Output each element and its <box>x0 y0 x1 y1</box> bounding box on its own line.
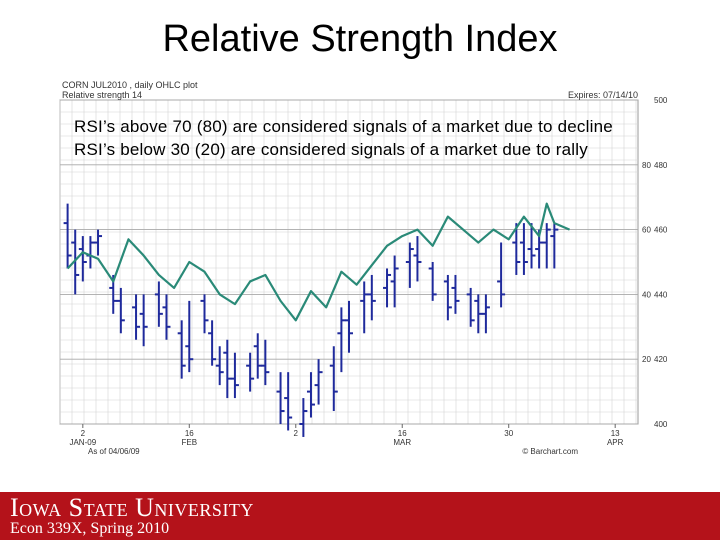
chart-header-symbol: CORN JUL2010 , daily OHLC plot <box>62 80 198 90</box>
rsi-tick-label: 60 <box>642 225 651 235</box>
as-of-label: As of 04/06/09 <box>88 447 140 454</box>
bullet-overbought: RSI’s above 70 (80) are considered signals of a market due to decline <box>74 117 613 136</box>
x-tick-day: 16 <box>184 429 194 438</box>
x-tick-day: 2 <box>80 429 86 438</box>
x-tick-month: FEB <box>181 438 198 447</box>
chart-header-indicator: Relative strength 14 <box>62 90 143 100</box>
university-logo-text: Iowa State University <box>10 493 254 522</box>
price-tick-label: 480 <box>654 160 668 170</box>
price-tick-label: 460 <box>654 225 668 235</box>
x-tick-month: MAR <box>393 438 412 447</box>
price-tick-label: 440 <box>654 290 668 300</box>
slide-title: Relative Strength Index <box>162 18 558 60</box>
bullet-oversold: RSI’s below 30 (20) are considered signals of a market due to rally <box>74 140 588 159</box>
rsi-tick-label: 40 <box>642 290 651 300</box>
bullet-list <box>74 115 634 161</box>
course-label: Econ 339X, Spring 2010 <box>10 520 170 537</box>
x-tick-day: 2 <box>293 429 298 438</box>
price-tick-label: 400 <box>654 420 668 429</box>
source-label: © Barchart.com <box>522 447 578 454</box>
x-tick-month: JAN-09 <box>69 438 97 447</box>
x-tick-month: APR <box>606 438 624 447</box>
x-tick-day: 30 <box>504 429 514 438</box>
price-tick-label: 420 <box>654 355 668 365</box>
rsi-tick-label: 20 <box>642 355 651 365</box>
footer-bar <box>0 492 720 540</box>
x-tick-day: 13 <box>610 429 620 438</box>
rsi-tick-label: 80 <box>642 160 651 170</box>
x-tick-day: 16 <box>397 429 407 438</box>
chart-header-expiry: Expires: 07/14/10 <box>567 90 638 100</box>
price-tick-label: 500 <box>654 96 668 105</box>
